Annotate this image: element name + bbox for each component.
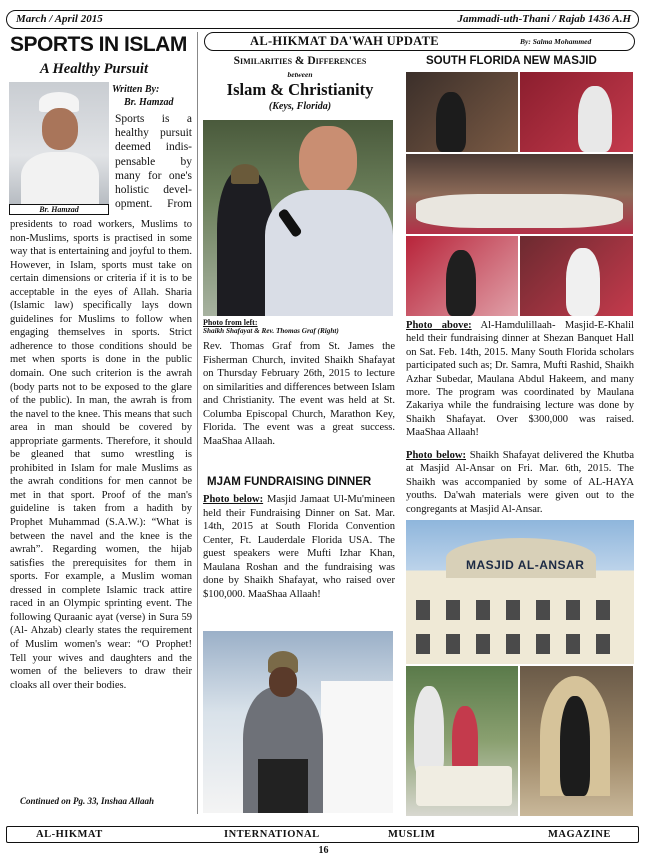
footer-word-muslim: MUSLIM <box>388 829 436 840</box>
similarities-body: Rev. Thomas Graf from St. James the Fisherman Church, invited Shaikh Shafayat on Thursday February 26th, 2015 to lecture on similarities and differences between Islam and Christianity. The event was held at St. Columba Episcopal Church, Marathon Key, Florida. The event was a great success. MaaShaa Allaah. <box>203 341 395 447</box>
hijri-date: Jammadi-uth-Thani / Rajab 1436 A.H <box>457 13 631 25</box>
photo-from-left-label: Photo from left: <box>203 318 258 327</box>
author-photo <box>9 82 109 204</box>
issue-date: March / April 2015 <box>16 13 103 25</box>
between-label: between <box>287 70 313 79</box>
author-name: Br. Hamzad <box>124 97 174 108</box>
author-shirt <box>21 152 99 204</box>
khutba-photo <box>520 666 633 816</box>
sports-lead <box>115 112 192 211</box>
footer-word-al-hikmat: AL-HIKMAT <box>36 829 103 840</box>
reverend-head <box>299 126 357 196</box>
islam-christianity-title: Islam & Christianity <box>226 80 374 99</box>
sports-body: presidents to road workers, Muslims to non-Muslims, sports is practised in some way that is entertaining and joyful to them. However, in Islam, sports must take on certain dimensions or criteria if it is to be acceptable in the eyes of Allah. Sharia (Islamic law) specifically lays down guidelines for Muslims to follow when engaging themselves in sports. Strict adherence to those conditions should be met when sports is done in the public domain. One such criterion is the awrah (body parts not to be exposed to the glare of the public). In man, the awrah is from the navel to the knee. This means that such area in man should be covered by appropriate garments. Therefore, it should be gleaned that sumo wrestling is prohibited in Islam for male Muslims as the awrah conditions for men cannot be met in that sport. Proof of the man's guideline is taken from a hadith by Prophet Muhammad (S.A.W.): “What is between the navel and the knee is the awrah”. Regarding women, the hijab satisfies the prerequisites for them in sports. For example, a Muslim woman dressed in complete Islamic track attire raced in an Olympic sprinting event. The following Quraanic ayat (verse) in Sura 59 (Al- Ahzab) clearly states the requirement of Muslim women's wear: “O Prophet! Tell your wives and daughters and the women of the believers to draw their cloaks all over their bodies. <box>10 219 192 691</box>
windows-row-lower <box>416 634 624 654</box>
speaker-face <box>269 667 297 697</box>
mjam-photo <box>203 631 393 813</box>
speaker-figure <box>446 250 476 316</box>
event-location: (Keys, Florida) <box>268 101 332 112</box>
sports-title: SPORTS IN ISLAM <box>10 33 187 56</box>
lead-line: deemed indis- <box>115 141 192 154</box>
similarities-title: Similarities & Differences <box>233 55 367 67</box>
column-divider <box>197 32 198 814</box>
masjid-khalil-text <box>406 319 634 440</box>
banquet-hall-photo <box>406 154 633 234</box>
author-face <box>42 108 78 150</box>
dawah-banner-title: AL-HIKMAT DA'WAH UPDATE <box>250 34 439 48</box>
speaker-figure <box>578 86 612 152</box>
khateeb-figure <box>560 696 590 796</box>
dawah-byline: By: Salma Mohammed <box>520 37 592 46</box>
masjid-khalil-photo-3 <box>406 236 518 316</box>
speaker-figure <box>566 248 600 316</box>
masjid-sign: MASJID AL-ANSAR <box>466 558 585 572</box>
mjam-title: MJAM FUNDRAISING DINNER <box>207 476 372 488</box>
mjam-photo-below: Photo below: <box>203 494 264 505</box>
continued-note: Continued on Pg. 33, Inshaa Allaah <box>20 796 154 806</box>
masjid-al-ansar-photo <box>406 520 634 664</box>
lead-line: many for one's <box>115 169 192 182</box>
mjam-body <box>203 493 395 601</box>
photo-above-label: Photo above: <box>406 320 472 331</box>
lead-line: opment. From <box>115 198 192 211</box>
masjid-khalil-photo-2 <box>520 72 633 152</box>
dawah-table-photo <box>406 666 518 816</box>
banner-backdrop <box>321 681 393 813</box>
masjid-khalil-body: Al-Hamdulillaah- Masjid-E-Khalil held their fundraising dinner at Shezan Banquet Hall on Sat. Feb. 14th, 2015. Many South Florida scholars participated such as; Dr. Samra, Mufti Rashid, Shaikh Azhar Subedar, Maulana Abdul Hakeem, and many more. The program was coordinated by Maulana Zakariya while the fundraising lecture was done by Shaikh Shafayat. Over $300,000 was raised. MaaShaa Allaah! <box>406 320 634 439</box>
written-by-label: Written By: <box>112 84 160 95</box>
attendee-figure <box>436 92 466 152</box>
al-ansar-body: Shaikh Shafayat delivered the Khutba at Masjid Al-Ansar on Fri. Mar. 6th, 2015. The Shaikh was accompanied by some of AL-HAYA youths. Da'wah materials were given out to the congregants at Masjid Al-Ansar. <box>406 450 634 515</box>
footer-word-international: INTERNATIONAL <box>224 829 320 840</box>
podium <box>258 759 308 813</box>
similarities-photo <box>203 120 393 316</box>
masjid-title: SOUTH FLORIDA NEW MASJID <box>426 55 597 67</box>
al-ansar-text <box>406 449 634 516</box>
lead-line: healthy pursuit <box>115 127 192 140</box>
table-guests <box>416 194 623 228</box>
author-photo-caption: Br. Hamzad <box>9 204 109 215</box>
masjid-khalil-photo-4 <box>520 236 633 316</box>
sports-subtitle: A Healthy Pursuit <box>40 61 148 77</box>
mjam-text: Masjid Jamaat Ul-Mu'mineen held their Fundraising Dinner on Sat. Mar. 14th, 2015 at South Florida Convention Center, Ft. Lauderdale Florida USA. The guest speakers were Mufti Izhar Khan, Maulana Roshan and the fundraising was done by Shaikh Shafayat, who raised over $100,000. MaaShaa Allaah! <box>203 494 395 600</box>
windows-row <box>416 600 624 620</box>
lead-line: holistic devel- <box>115 184 192 197</box>
page-number: 16 <box>318 845 329 856</box>
literature-table <box>416 766 512 806</box>
shaikh-cap <box>231 164 259 184</box>
lead-line: pensable by <box>115 155 192 168</box>
footer-word-magazine: MAGAZINE <box>548 829 611 840</box>
masjid-khalil-photo-1 <box>406 72 518 152</box>
lead-line: Sports is a <box>115 113 192 125</box>
photo-names: Shaikh Shafayat & Rev. Thomas Graf (Right) <box>203 327 339 335</box>
photo-below-label: Photo below: <box>406 450 466 461</box>
youth-figure <box>414 686 444 776</box>
